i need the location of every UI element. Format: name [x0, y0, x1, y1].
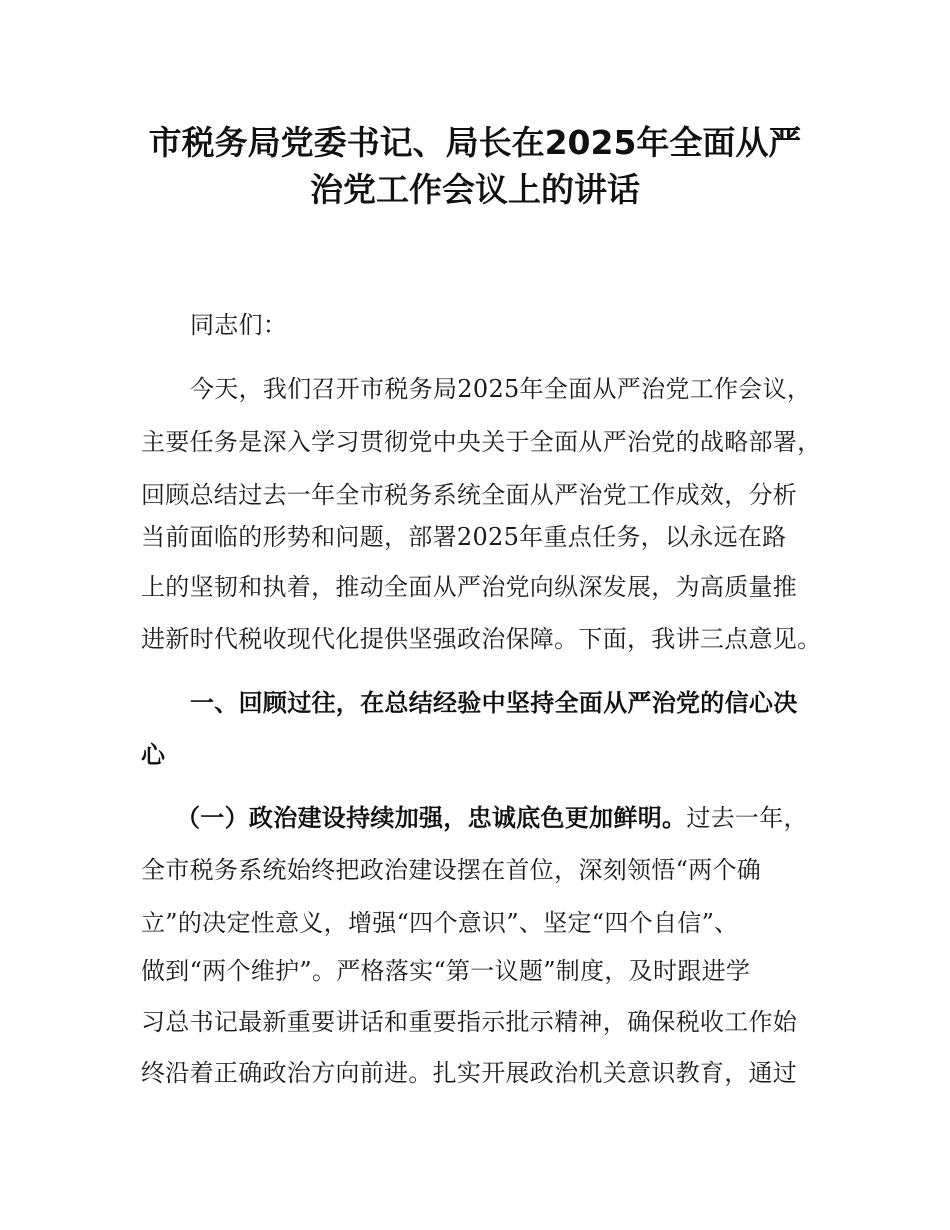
intro-line-5: 上的坚韧和执着，推动全面从严治党向纵深发展，为高质量推: [141, 573, 798, 601]
section-1-heading-line-1: 一、回顾过往，在总结经验中坚持全面从严治党的信心决: [190, 689, 798, 717]
subsection-1-first-line: [176, 800, 808, 836]
document-title-line-1: 市税务局党委书记、局长在2025年全面从严: [148, 123, 802, 162]
subsection-1-line-3: 立”的决定性意义，增强“四个意识”、坚定“四个自信”、: [141, 909, 739, 937]
section-1-heading-line-2: 心: [141, 741, 166, 769]
intro-line-2: 主要任务是深入学习贯彻党中央关于全面从严治党的战略部署，: [141, 428, 822, 456]
document-title-line-2: 治党工作会议上的讲话: [310, 170, 640, 209]
intro-line-4: 当前面临的形势和问题，部署2025年重点任务，以永远在路: [141, 523, 787, 551]
intro-line-3: 回顾总结过去一年全市税务系统全面从严治党工作成效，分析: [141, 481, 798, 509]
subsection-1-first-line-rest: 过去一年，: [686, 804, 808, 832]
intro-line-6: 进新时代税收现代化提供坚强政治保障。下面，我讲三点意见。: [141, 625, 822, 653]
intro-line-1: 今天，我们召开市税务局2025年全面从严治党工作会议，: [190, 375, 812, 403]
subsection-1-title: （一）政治建设持续加强，忠诚底色更加鲜明。: [176, 804, 687, 832]
salutation: 同志们：: [190, 311, 288, 339]
subsection-1-line-4: 做到“两个维护”。严格落实“第一议题”制度，及时跟进学: [141, 957, 751, 985]
subsection-1-line-2: 全市税务系统始终把政治建设摆在首位，深刻领悟“两个确: [141, 856, 762, 884]
subsection-1-line-6: 终沿着正确政治方向前进。扎实开展政治机关意识教育，通过: [141, 1059, 798, 1087]
subsection-1-line-5: 习总书记最新重要讲话和重要指示批示精神，确保税收工作始: [141, 1008, 798, 1036]
